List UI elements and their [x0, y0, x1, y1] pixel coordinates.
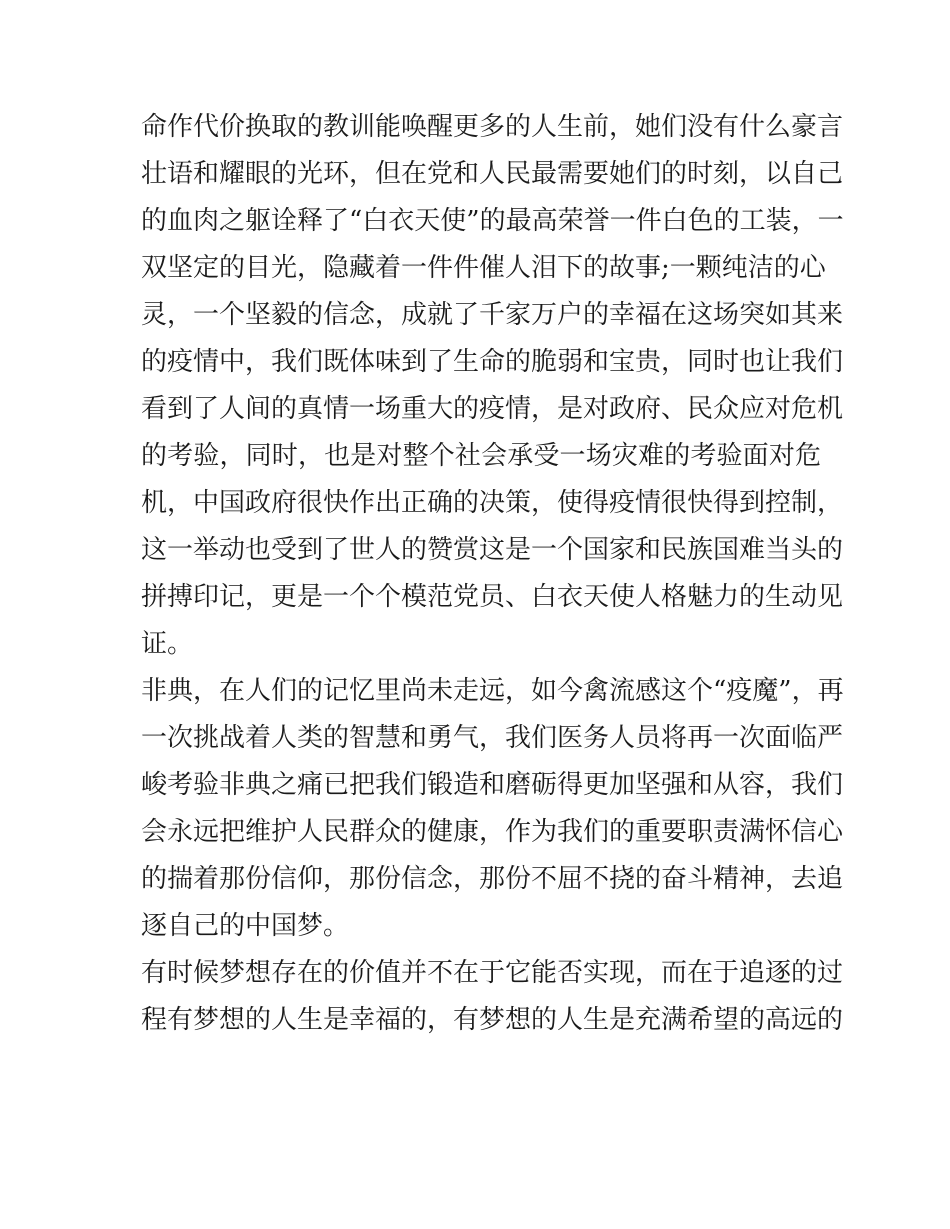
text-line: 双坚定的目光，隐藏着一件件催人泪下的故事;一颗纯洁的心 [141, 253, 826, 283]
text-line: 一次挑战着人类的智慧和勇气，我们医务人员将再一次面临严 [141, 723, 844, 753]
text-line: 证。 [141, 629, 194, 659]
text-line: 的血肉之躯诠释了“白衣天使”的最高荣誉一件白色的工装，一 [141, 206, 844, 236]
paragraph-3 [141, 950, 844, 1044]
text-line: 命作代价换取的教训能唤醒更多的人生前，她们没有什么豪言 [141, 112, 844, 142]
text-line: 机，中国政府很快作出正确的决策，使得疫情很快得到控制， [141, 488, 844, 518]
text-line: 有时候梦想存在的价值并不在于它能否实现，而在于追逐的过 [141, 958, 844, 988]
paragraph-1 [141, 104, 844, 668]
text-line: 会永远把维护人民群众的健康，作为我们的重要职责满怀信心 [141, 817, 844, 847]
text-line: 这一举动也受到了世人的赞赏这是一个国家和民族国难当头的 [141, 535, 844, 565]
body-text [141, 104, 844, 1044]
text-line: 逐自己的中国梦。 [141, 911, 350, 941]
text-line: 灵，一个坚毅的信念，成就了千家万户的幸福在这场突如其来 [141, 300, 844, 330]
text-line: 峻考验非典之痛已把我们锻造和磨砺得更加坚强和从容，我们 [141, 770, 844, 800]
paragraph-2 [141, 668, 844, 950]
text-line: 程有梦想的人生是幸福的，有梦想的人生是充满希望的高远的 [141, 1005, 844, 1035]
text-line: 的考验，同时，也是对整个社会承受一场灾难的考验面对危 [141, 441, 821, 471]
text-line: 的揣着那份信仰，那份信念，那份不屈不挠的奋斗精神，去追 [141, 864, 844, 894]
text-line: 拼搏印记，更是一个个模范党员、白衣天使人格魅力的生动见 [141, 582, 844, 612]
text-line: 壮语和耀眼的光环，但在党和人民最需要她们的时刻，以自己 [141, 159, 844, 189]
text-line: 非典，在人们的记忆里尚未走远，如今禽流感这个“疫魔”，再 [141, 676, 844, 706]
text-line: 的疫情中，我们既体味到了生命的脆弱和宝贵，同时也让我们 [141, 347, 844, 377]
text-line: 看到了人间的真情一场重大的疫情，是对政府、民众应对危机 [141, 394, 844, 424]
